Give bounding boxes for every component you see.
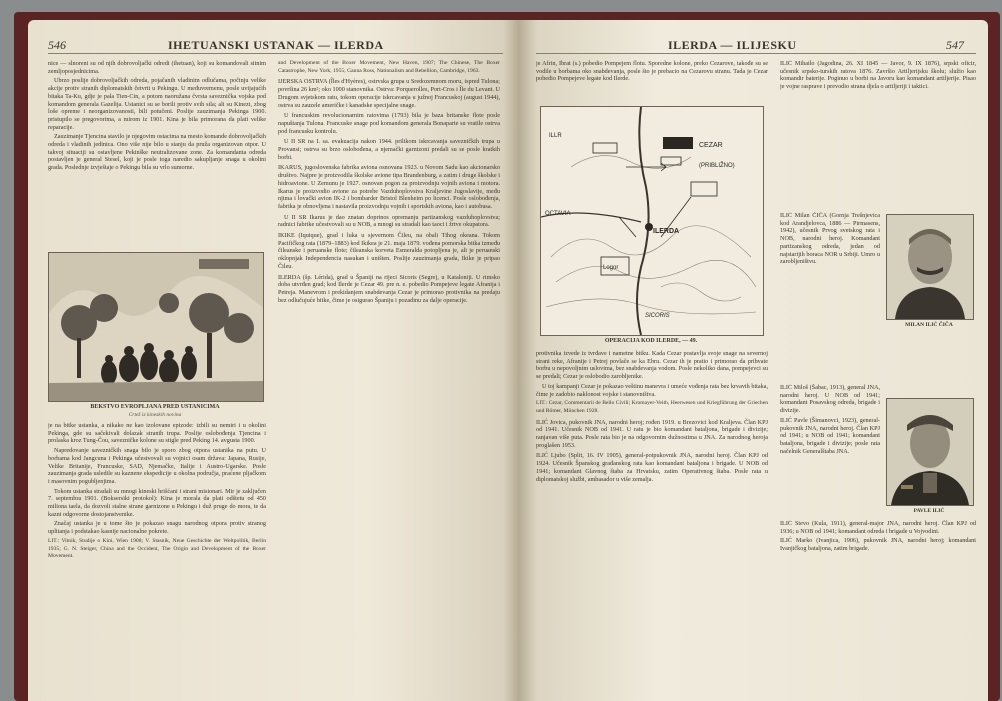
paragraph: U II SR Ikarus je dao znatan doprinos opremanju partizanskog vazduhoplovstva; radnici fabrike učestvovali su u NOB, a mnogi su stradali kao taoci i žrtve okupatora. [278, 213, 500, 229]
left-page [28, 20, 518, 701]
paragraph: Ubrzo poslije dobrovoljačkih odreda, pojačanih vladinim odlučama, počinju velike akcije protiv stranih diplomatskih četvrti u Pekingu. U međuvremenu, posle uvijajućih bitaka Ta-Ku, gdje je pala Tien-Cin, a potom naoružana čvrsta saveznička vojska pod komandom generala Gazelija. Ustanici su se borili protiv svih sila; ali su Kinezi, zbog loše opreme i neorganizovanosti, bili potučeni. Poslije zauzimanja Pekinga 1900. pristupilo se pregovorima, a mirom iz 1901. Kina je bila primorana da plati velike reparacije. [48, 77, 266, 131]
paragraph: je na bitke ustanka, a nikako ne kao izolovane epizode: izbili su nemiri i u okolini Pekinga, gde su sačekivali dolazak stranih trupa. Poslije oslobođenja Tjencina i prolaska kroz Tung-Čou, savezničke kolone su stigle pred Peking 14. avgusta 1900. [48, 422, 266, 445]
bibliography: LIT.: Cezar, Commentarii de Bello Civili; Kromayer-Veith, Heerwesen und Kriegführung der Griechen und Römer, München 1928. [536, 400, 768, 414]
portrait-photo-pavle-ilic [886, 398, 974, 506]
map-label: OCTAVIA [545, 211, 571, 217]
paragraph: Zauzimanje Tjencina stavilo je njegovim ostacima na mesto komande dobrovoljačkih odreda i vladinih jedinica. Ono više nije bilo u stanju da pruža organizovan otpor. U takvoj situaciji su ostavljene Pekinške neutralizovane zone. Za komandanta odreda postavljen je general Stesel, koji je posle toga naredio sakupljanje snaga u okolini grada. Poslednje izvještaje o Pekingu bila su vrlo sumorne. [48, 133, 266, 172]
paragraph: nice — slnoreni su od njih dobrovoljački odredi (ihetuan), koji su komandovali sitnim zemljoposjednicima. [48, 60, 266, 75]
left-col1-top [48, 60, 266, 250]
page-number-right: 547 [946, 38, 964, 52]
entry-ilic-milan: ILIĆ Milan ČIČA (Gornja Trešnjevica kod Arandjelovca, 1886 — Pirmasens, 1942), učesnik Prvog svetskog rata i NOB, narodni heroj. Komandant partizanskog odreda, jedan od najstarijih boraca NOR u Srbiji. Umro u zarobljeništvu. [780, 212, 880, 266]
paragraph: protivnika izvede iz tvrđave i nametne bitku. Kada Cezar postavlja svoje snage na severnoj strani reke, Afranije i Petrej povlače se ka Ebru. Cezar ih je pratio i primorao da prihvate borbu u nepovoljnim uslovima, bez snabdevanja vodom. Posle nekoliko dana, pompejevci su se predali; Cezar je oslobodio zarobljenike. [536, 350, 768, 381]
paragraph: Tokom ustanka stradali su mnogi kineski hrišćani i strani misionari. Mir je zaključen 7. septembra 1901. (Boksersiki protokol): Kina je morala da plati odštetu od 450 miliona taela, da dozvoli stalne strane garnizone u Pekingu i duž pruge do mora, te da kazni odgovorne dostojanstvenike. [48, 487, 266, 518]
entry-ikike: IKIKE (Iquique), grad i luka u sjevernom Čileu, na obali Tihog okeana. Tokom Pacifičkog rata (1879–1883) kod Ikikea je 21. maja 1879. vođena pomorska bitka između čileanske i peruanske flote; čileanska korveta Esmeralda potopljena je, ali je peruanski oklopnjak Independencia nasukan i uništen. Poslije zauzimanja grada, Ikike je pripao Čileu. [278, 232, 500, 270]
left-col1-bottom [48, 422, 266, 692]
map-label: ILERDA [653, 228, 680, 235]
paragraph: Značaj ustanka je u tome što je pokazao snagu narodnog otpora protiv stranog uplitanja i podstakao kasnije nacionalne pokrete. [48, 520, 266, 536]
entry-ilic-mihailo: ILIĆ Mihailo (Jagodina, 26. XI 1845 — Javor, 9. IX 1876), srpski oficir, učesnik srpsko-turskih ratova 1876. Završio Artiljerijsku školu; služio kao komandir baterije. Poginuo u borbi na Javoru kao komandant artiljerije. Pisao je vojne rasprave i prevodio strana djela o artiljeriji i taktici. [780, 60, 976, 91]
right-col1-top [536, 60, 768, 104]
entry-ilic-pavle: ILIĆ Pavle (Šimanovci, 1923), general-pukovnik JNA, narodni heroj. Član KPJ od 1941; u NOB od 1941; komandant bataljona, brigade i divizije; posle rata načelnik Generalštaba JNA. [780, 416, 880, 455]
map-label: CEZAR [699, 142, 723, 149]
photo-caption: PAVLE ILIĆ [913, 508, 945, 514]
header-rule [536, 53, 976, 54]
figure-subcaption: Crtež iz kineskih novina [128, 412, 182, 418]
entry-ilic-ljubo: ILIĆ Ljubo (Split, 16. IV 1905), general-potpukovnik JNA, narodni heroj. Član KPJ od 1924. Učesnik Španskog građanskog rata kao komandant bataljona i brigade. U NOB od 1941; komandant Glavnog štaba za Hrvatsku, zatim Operativnog štaba. Posle rata u diplomatskoj službi, ambasador u više zemalja. [536, 452, 768, 483]
bibliography: LIT.: Vitnik, Studije o Kini, Wien 1908; V. Stasnik, Neue Geschichte der Weltpolitik, Berlin 1935; G. N. Steiger, China and the Occident, The Origin and Development of the Boxer Movement. [48, 537, 266, 560]
right-col2-bottom [780, 520, 976, 695]
right-col2-top [780, 60, 976, 210]
map-label: Logor [603, 265, 619, 271]
running-head-left: IHETUANSKI USTANAK — ILERDA [168, 38, 384, 52]
paragraph: U II SR na I. sa. evakuacija nakon 1944. prilikom iskrcavanja savezničkih trupa u Provansi; ostrva su brzo oslobođena, a njemački garnizoni predali su se posle kratkih borbi. [278, 138, 500, 161]
book-spread [14, 12, 1000, 701]
map-label: ILLR [549, 133, 562, 139]
entry-ikarus: IKARUS, jugoslovenska fabrika aviona osnovana 1923. u Novom Sadu kao akcionarsko društvo. Najpre je proizvodila školske avione tipa Brandenburg, a zatim i druge školske i hidroavione. U Zemunu je 1927. osnovan pogon za proizvodnju vojnih aviona i motora. Ikarus je proizvodio avione za potrebe Vazduhoplovstva Kraljevine Jugoslavije, među njima i lovački avion IK-2 i bombarder Bristol Blenheim po licenci. Posle oslobođenja, fabrika je obnovljena i nastavila proizvodnju vojnih i sportskih aviona, kao i autobusa. [278, 164, 500, 210]
right-col2-narrow-2 [780, 384, 880, 504]
figure-caption: BEKSTVO EVROPLJANA PRED USTANICIMA [90, 404, 220, 410]
woodcut-illustration [48, 252, 264, 402]
entry-ilic-jovica: ILIĆ Jovica, pukovnik JNA, narodni heroj; rođen 1919. u Brezovici kod Kraljeva. Član KPJ od 1941. Učesnik NOB od 1941. U ratu je bio komandant bataljona, brigade i divizije; ranjavan više puta. Posle rata bio je na odgovornim dužnostima u JNA. Za narodnog heroja proglašen 1953. [536, 418, 768, 449]
paragraph: U francuskim revolucionarnim ratovima (1793) bila je baza britanske flote posle napuštanja Tulona. Francuske snage pod komandom generala Bonaparte su vratile ostrva pod francusku kontrolu. [278, 112, 500, 135]
map-caption: OPERACIJA KOD ILERDE, — 49. [604, 338, 698, 344]
photo-caption: MILAN ILIĆ ČIČA [905, 322, 953, 328]
map-label: (PRIBLIŽNO) [699, 163, 735, 169]
portrait-photo-milan-ilic [886, 214, 974, 320]
entry-ilerda: ILERDA (šp. Lérida), grad u Španiji na rijeci Sicoris (Segre), u Kataloniji. U rimsko doba utvrđen grad; kod Ilerde je Cezar 49. pre n. e. pobedio Pompejeve legate Afranija i Petreja. Manevrom i prekidanjem snabdevanja Cezar je primorao protivnika na predaju bez odlučujuće bitke, čime je osigurao Španiju i pozadinu za dalje operacije. [278, 273, 500, 304]
left-col2 [278, 60, 500, 690]
entry-ilic-milos: ILIĆ Miloš (Šabac, 1913), general JNA, narodni heroj. U NOB od 1941; komandant Posavskog odreda, brigade i divizije. [780, 384, 880, 415]
right-col1-bottom [536, 350, 768, 695]
page-number-left: 546 [48, 38, 66, 52]
paragraph: Napredovanje savezničkih snaga bilo je sporo zbog otpora ustanika na putu. U borbama kod Jangcuna i Pekinga učestvovali su vojnici osam država: Japana, Rusije, Velike Britanije, Francuske, SAD, Njemačke, Italije i Austro-Ugarske. Posle zauzimanja grada usledile su kaznene ekspedicije u okolna područja, praćene pljačkom i masovnim pogubljenjima. [48, 447, 266, 485]
map-label: SICORIS [645, 313, 670, 319]
right-page [518, 20, 988, 701]
paragraph: U toj kampanji Cezar je pokazao veštinu manevra i umeće vođenja rata bez krvavih bitaka, čime je zadobio naklonost vojske i stanovništva. [536, 382, 768, 398]
battle-map [540, 106, 764, 336]
entry-ilic-marko: ILIĆ Marko (Ivanjica, 1906), pukovnik JNA, narodni heroj; komandant Ivanjičkog bataljona, zatim brigade. [780, 537, 976, 553]
entry-ilic-stevo: ILIĆ Stevo (Kula, 1911), general-major JNA, narodni heroj. Član KPJ od 1936; u NOB od 1941; komandant odreda i brigade u Vojvodini. [780, 520, 976, 535]
entry-ijerska-ostrva: IJERSKA OSTRVA (Îles d'Hyères), ostrvska grupa u Sredozemnom moru, ispred Tulona; površina 26 km²; oko 1000 stanovnika. Ostrva: Porquerolles, Port-Cros i Île du Levant. U Drugom svjetskom ratu, tokom operacije iskrcavanja u južnoj Francuskoj (august 1944), ostrva su zauzele američke i kanadske specijalne snage. [278, 78, 500, 109]
paragraph: je Afrin, Ibrat (s.) pobedio Pompejem flotu. Sporedne kolone, preko Cezarove, takođe su se vodile u borbama oko snabdevanja, posle što je prebacio na Cezarovu stranu. Tada je Cezar pobedio Pompejeve legate kod Ilerde. [536, 60, 768, 83]
header-rule [48, 53, 503, 54]
running-head-right: ILERDA — ILIJESKU [668, 38, 797, 52]
bibliography: and Development of the Boxer Movement, New Haven, 1907; The Chinese, The Boxer Catastrophe, New York, 1955; Ganna Ross, Nationalism and Rebellion, Cambridge, 1963. [278, 60, 500, 74]
right-col2-narrow-1 [780, 212, 880, 382]
